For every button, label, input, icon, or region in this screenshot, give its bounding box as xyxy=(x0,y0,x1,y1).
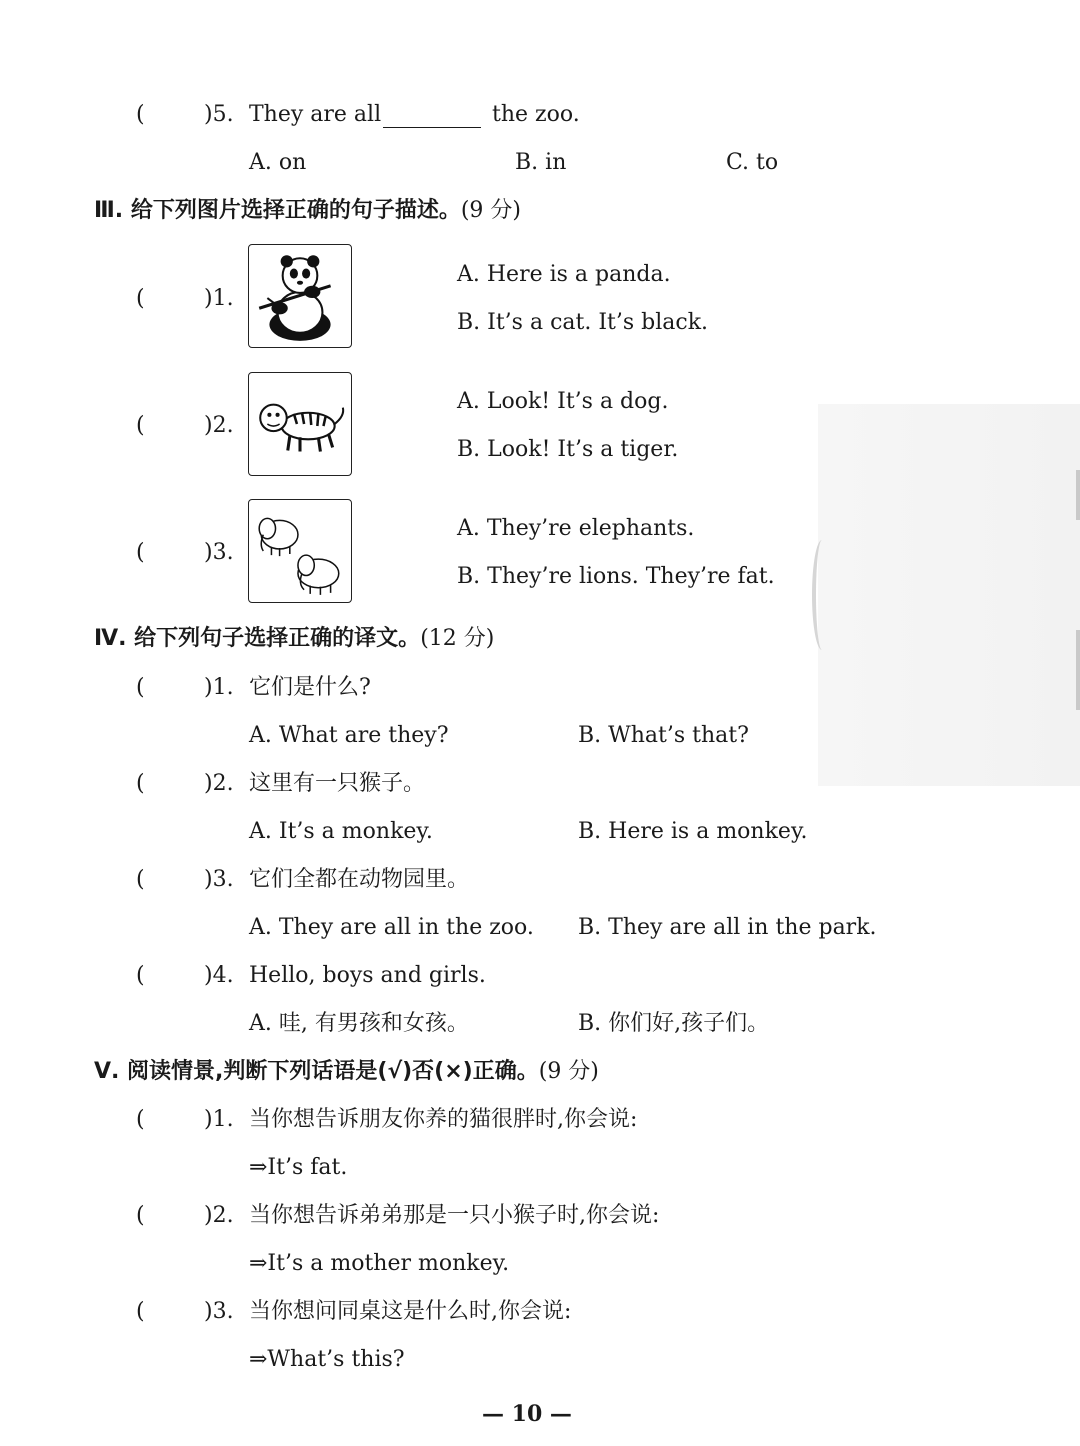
option-b: B. Look! It’s a tiger. xyxy=(457,437,679,462)
answer-paren: ( xyxy=(136,771,145,796)
option-a: A. They are all in the zoo. xyxy=(249,915,534,940)
question-text: They are all xyxy=(249,102,382,127)
section-title: Ⅳ. 给下列句子选择正确的译文。(12 分) xyxy=(94,626,495,651)
question-number: )5. xyxy=(204,102,234,127)
tiger-image xyxy=(248,372,352,476)
question-text: 当你想告诉弟弟那是一只小猴子时,你会说: xyxy=(249,1203,660,1228)
scan-shadow-line xyxy=(1076,470,1080,520)
question-number: )2. xyxy=(204,771,234,796)
answer-paren: ( xyxy=(136,675,145,700)
option-c: C. to xyxy=(726,150,779,175)
option-a: A. on xyxy=(249,150,307,175)
page-number: — 10 — xyxy=(482,1401,572,1427)
question-text: 当你想告诉朋友你养的猫很胖时,你会说: xyxy=(249,1107,638,1132)
scan-shadow xyxy=(818,404,1080,786)
question-text: the zoo. xyxy=(492,102,580,127)
answer-paren: ( xyxy=(136,102,145,127)
section-score: (9 分) xyxy=(460,198,521,223)
elephants-image xyxy=(248,499,352,603)
option-a: A. It’s a monkey. xyxy=(249,819,433,844)
option-a: A. They’re elephants. xyxy=(457,516,695,541)
statement-text: ⇒It’s fat. xyxy=(249,1155,348,1180)
scan-shadow-line xyxy=(1076,630,1080,710)
question-number: )2. xyxy=(204,1203,234,1228)
option-b: B. It’s a cat. It’s black. xyxy=(457,310,709,335)
option-b: B. They are all in the park. xyxy=(578,915,877,940)
question-number: )3. xyxy=(204,867,234,892)
question-text: Hello, boys and girls. xyxy=(249,963,486,988)
question-text: 它们是什么? xyxy=(249,675,371,700)
question-number: )1. xyxy=(204,675,234,700)
option-a: A. Look! It’s a dog. xyxy=(457,389,669,414)
option-b: B. in xyxy=(515,150,567,175)
question-number: )2. xyxy=(204,413,234,438)
scan-shadow-arc xyxy=(812,540,832,650)
option-a: A. 哇, 有男孩和女孩。 xyxy=(249,1011,469,1036)
question-number: )3. xyxy=(204,1299,234,1324)
section-score: (9 分) xyxy=(538,1059,599,1084)
fill-blank xyxy=(383,127,481,128)
option-b: B. What’s that? xyxy=(578,723,749,748)
answer-paren: ( xyxy=(136,867,145,892)
question-text: 这里有一只猴子。 xyxy=(249,771,426,796)
option-b: B. They’re lions. They’re fat. xyxy=(457,564,775,589)
statement-text: ⇒It’s a mother monkey. xyxy=(249,1251,510,1276)
question-text: 它们全都在动物园里。 xyxy=(249,867,470,892)
question-number: )1. xyxy=(204,286,234,311)
option-a: A. What are they? xyxy=(249,723,449,748)
section-title: Ⅴ. 阅读情景,判断下列话语是(√)否(×)正确。(9 分) xyxy=(94,1059,599,1084)
answer-paren: ( xyxy=(136,1107,145,1132)
answer-paren: ( xyxy=(136,963,145,988)
statement-text: ⇒What’s this? xyxy=(249,1347,405,1372)
answer-paren: ( xyxy=(136,540,145,565)
panda-image xyxy=(248,244,352,348)
question-number: )3. xyxy=(204,540,234,565)
section-title: Ⅲ. 给下列图片选择正确的句子描述。(9 分) xyxy=(94,198,521,223)
question-text: 当你想问同桌这是什么时,你会说: xyxy=(249,1299,572,1324)
answer-paren: ( xyxy=(136,1203,145,1228)
question-number: )1. xyxy=(204,1107,234,1132)
answer-paren: ( xyxy=(136,413,145,438)
answer-paren: ( xyxy=(136,1299,145,1324)
option-b: B. Here is a monkey. xyxy=(578,819,808,844)
option-b: B. 你们好,孩子们。 xyxy=(578,1011,770,1036)
question-number: )4. xyxy=(204,963,234,988)
section-score: (12 分) xyxy=(420,626,495,651)
answer-paren: ( xyxy=(136,286,145,311)
option-a: A. Here is a panda. xyxy=(457,262,671,287)
